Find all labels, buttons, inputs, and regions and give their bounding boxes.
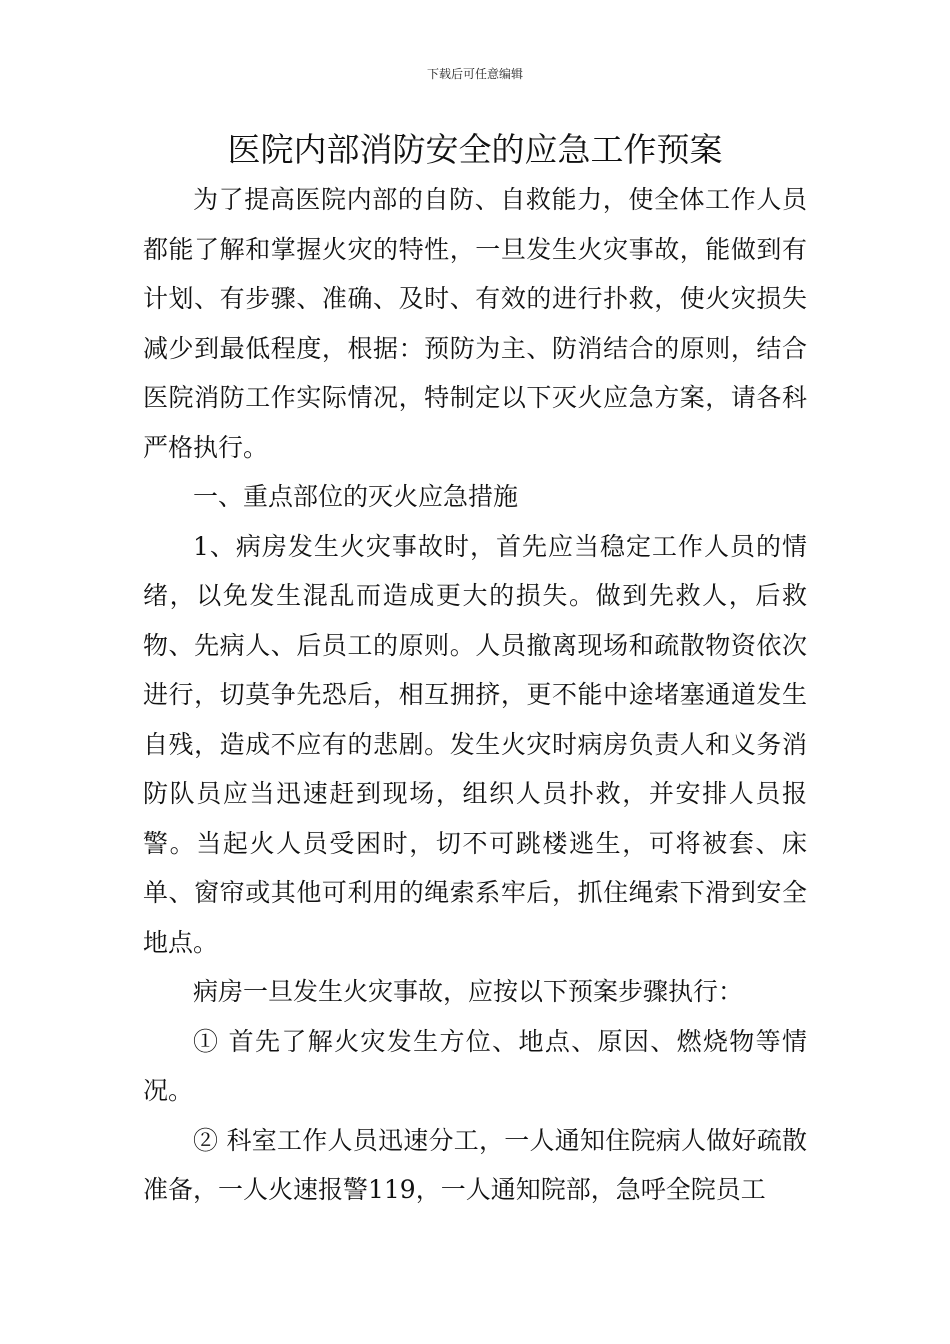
document-body [143, 175, 807, 1215]
paragraph-step-1: ① 首先了解火灾发生方位、地点、原因、燃烧物等情况。 [143, 1026, 807, 1105]
document-title: 医院内部消防安全的应急工作预案 [227, 130, 723, 169]
paragraph-step-2: ② 科室工作人员迅速分工，一人通知住院病人做好疏散准备，一人火速报警119，一人通知院部，急呼全院员工 [143, 1125, 807, 1204]
paragraph-ward-fire: 1、病房发生火灾事故时，首先应当稳定工作人员的情绪，以免发生混乱而造成更大的损失。做到先救人，后救物、先病人、后员工的原则。人员撤离现场和疏散物资依次进行，切莫争先恐后，相互拥挤，更不能中途堵塞通道发生自残，造成不应有的悲剧。发生火灾时病房负责人和义务消防队员应当迅速赶到现场，组织人员扑救，并安排人员报警。当起火人员受困时，切不可跳楼逃生，可将被套、床单、窗帘或其他可利用的绳索系牢后，抓住绳索下滑到安全地点。 [143, 531, 807, 957]
section-heading: 一、重点部位的灭火应急措施 [193, 482, 519, 511]
header-note: 下载后可任意编辑 [426, 67, 523, 81]
paragraph-intro: 为了提高医院内部的自防、自救能力，使全体工作人员都能了解和掌握火灾的特性，一旦发生火灾事故，能做到有计划、有步骤、准确、及时、有效的进行扑救，使火灾损失减少到最低程度，根据：预防为主、防消结合的原则，结合医院消防工作实际情况，特制定以下灭火应急方案，请各科严格执行。 [143, 185, 807, 462]
paragraph-steps-intro: 病房一旦发生火灾事故，应按以下预案步骤执行： [193, 977, 744, 1006]
